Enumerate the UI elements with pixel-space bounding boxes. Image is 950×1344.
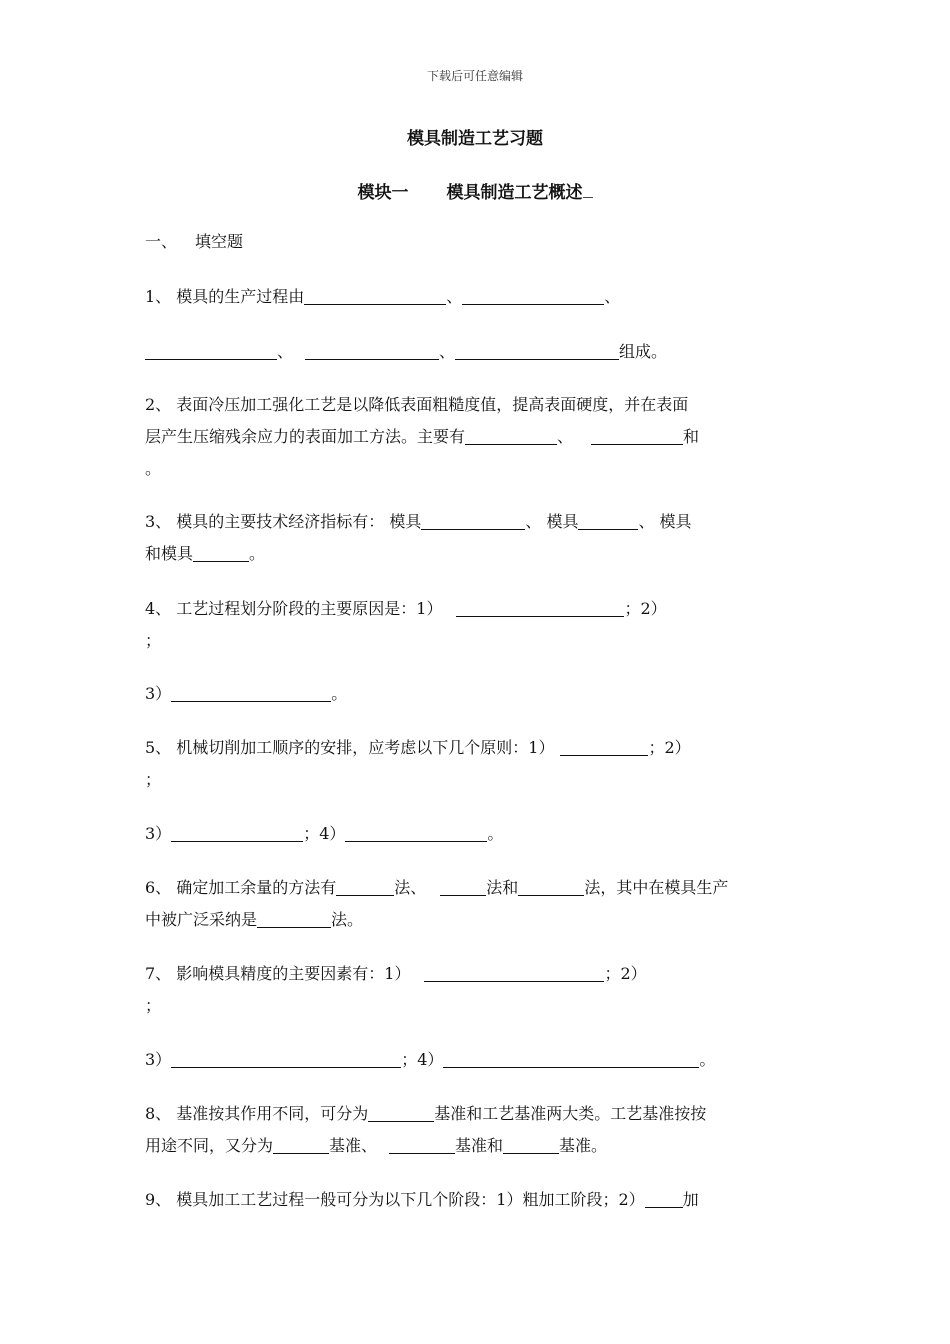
- answer-blank[interactable]: [465, 426, 557, 445]
- question-text: 层产生压缩残余应力的表面加工方法。主要有: [145, 427, 466, 446]
- answer-blank[interactable]: [171, 1049, 401, 1068]
- question-1-line-2: [145, 336, 807, 368]
- answer-blank[interactable]: [171, 683, 331, 702]
- question-text: ；2）: [624, 599, 667, 618]
- question-text: 法，其中在模具生产: [584, 878, 729, 897]
- question-text: 、: [439, 342, 456, 361]
- question-text: ；2）: [604, 964, 647, 983]
- question-2-line-3: [145, 453, 807, 485]
- question-1-line-1: [145, 281, 807, 313]
- question-text: 基准和: [455, 1136, 504, 1155]
- question-text: 基准和工艺基准两大类。工艺基准按按: [434, 1104, 707, 1123]
- answer-blank[interactable]: [443, 1049, 699, 1068]
- question-text: ；: [145, 770, 162, 789]
- answer-blank[interactable]: [257, 909, 331, 928]
- answer-blank[interactable]: [591, 426, 683, 445]
- section-label: 填空题: [195, 232, 244, 251]
- answer-blank[interactable]: [440, 877, 486, 896]
- question-text: 9、 模具加工工艺过程一般可分为以下几个阶段：1）粗加工阶段；2）: [145, 1190, 645, 1209]
- section-number: 一、: [145, 232, 178, 251]
- module-name: 模具制造工艺概述: [446, 183, 583, 203]
- question-text: 用途不同，又分为: [145, 1136, 274, 1155]
- question-text: 5、 机械切削加工顺序的安排，应考虑以下几个原则：1）: [145, 738, 555, 757]
- question-text: 法和: [486, 878, 519, 897]
- question-5-line-3: [145, 818, 807, 850]
- question-text: 、 模具: [525, 512, 579, 531]
- title-underline-mark: [583, 183, 593, 198]
- module-heading: [0, 178, 950, 203]
- answer-blank[interactable]: [193, 543, 249, 562]
- answer-blank[interactable]: [455, 341, 619, 360]
- answer-blank[interactable]: [421, 511, 525, 530]
- question-text: 。: [699, 1050, 716, 1069]
- question-4-line-1: [145, 593, 807, 625]
- question-9-line-1: [145, 1184, 807, 1216]
- answer-blank[interactable]: [389, 1135, 455, 1154]
- question-text: 、: [557, 427, 574, 446]
- question-text: 。: [487, 824, 504, 843]
- question-text: 2、 表面冷压加工强化工艺是以降低表面粗糙度值，提高表面硬度，并在表面: [145, 395, 689, 414]
- question-text: ；4）: [401, 1050, 444, 1069]
- answer-blank[interactable]: [273, 1135, 329, 1154]
- question-text: 6、 确定加工余量的方法有: [145, 878, 337, 897]
- question-3-line-1: [145, 506, 807, 538]
- question-2-line-2: [145, 421, 807, 453]
- question-7-line-1: [145, 958, 807, 990]
- page-header: 下载后可任意编辑: [426, 69, 523, 83]
- question-text: 法、: [394, 878, 427, 897]
- question-7-line-2: [145, 990, 807, 1022]
- question-text: 基准。: [559, 1136, 608, 1155]
- answer-blank[interactable]: [503, 1135, 559, 1154]
- question-4-line-3: [145, 678, 807, 710]
- question-text: 。: [145, 459, 162, 478]
- question-5-line-2: [145, 764, 807, 796]
- answer-blank[interactable]: [462, 286, 604, 305]
- question-text: 3）: [145, 1050, 172, 1069]
- question-text: ；4）: [303, 824, 346, 843]
- answer-blank[interactable]: [304, 286, 446, 305]
- question-text: 7、 影响模具精度的主要因素有：1）: [145, 964, 411, 983]
- question-text: 3）: [145, 684, 172, 703]
- question-text: 4、 工艺过程划分阶段的主要原因是：1）: [145, 599, 443, 618]
- answer-blank[interactable]: [578, 511, 638, 530]
- answer-blank[interactable]: [368, 1103, 434, 1122]
- question-text: 8、 基准按其作用不同，可分为: [145, 1104, 369, 1123]
- question-text: 基准、: [329, 1136, 378, 1155]
- document-title: 模具制造工艺习题: [407, 129, 543, 149]
- section-heading: [145, 226, 807, 258]
- question-text: ；: [145, 996, 162, 1015]
- question-text: 加: [682, 1190, 699, 1209]
- answer-blank[interactable]: [305, 341, 439, 360]
- question-text: 3）: [145, 824, 172, 843]
- question-text: 组成。: [619, 342, 668, 361]
- question-8-line-2: [145, 1130, 807, 1162]
- question-text: 中被广泛采纳是: [145, 910, 258, 929]
- question-text: 、 模具: [638, 512, 692, 531]
- question-7-line-3: [145, 1044, 807, 1076]
- answer-blank[interactable]: [336, 877, 394, 896]
- answer-blank[interactable]: [645, 1189, 683, 1208]
- question-text: 、: [604, 287, 621, 306]
- question-3-line-2: [145, 538, 807, 570]
- question-text: 法。: [331, 910, 364, 929]
- question-6-line-2: [145, 904, 807, 936]
- answer-blank[interactable]: [171, 823, 303, 842]
- module-label: 模块一: [357, 183, 409, 203]
- question-text: 3、 模具的主要技术经济指标有： 模具: [145, 512, 422, 531]
- answer-blank[interactable]: [518, 877, 584, 896]
- question-text: 。: [331, 684, 348, 703]
- answer-blank[interactable]: [424, 963, 604, 982]
- question-8-line-1: [145, 1098, 807, 1130]
- question-5-line-1: [145, 732, 807, 764]
- question-2-line-1: [145, 389, 807, 421]
- question-text: 、: [446, 287, 463, 306]
- question-text: 、: [277, 342, 294, 361]
- question-4-line-2: [145, 625, 807, 657]
- question-6-line-1: [145, 872, 807, 904]
- answer-blank[interactable]: [560, 737, 648, 756]
- answer-blank[interactable]: [145, 341, 277, 360]
- question-text: 和: [683, 427, 700, 446]
- question-text: ；2）: [648, 738, 691, 757]
- question-text: ；: [145, 631, 162, 650]
- answer-blank[interactable]: [456, 598, 624, 617]
- answer-blank[interactable]: [345, 823, 487, 842]
- question-text: 和模具: [145, 544, 194, 563]
- question-text: 1、 模具的生产过程由: [145, 287, 305, 306]
- question-text: 。: [249, 544, 266, 563]
